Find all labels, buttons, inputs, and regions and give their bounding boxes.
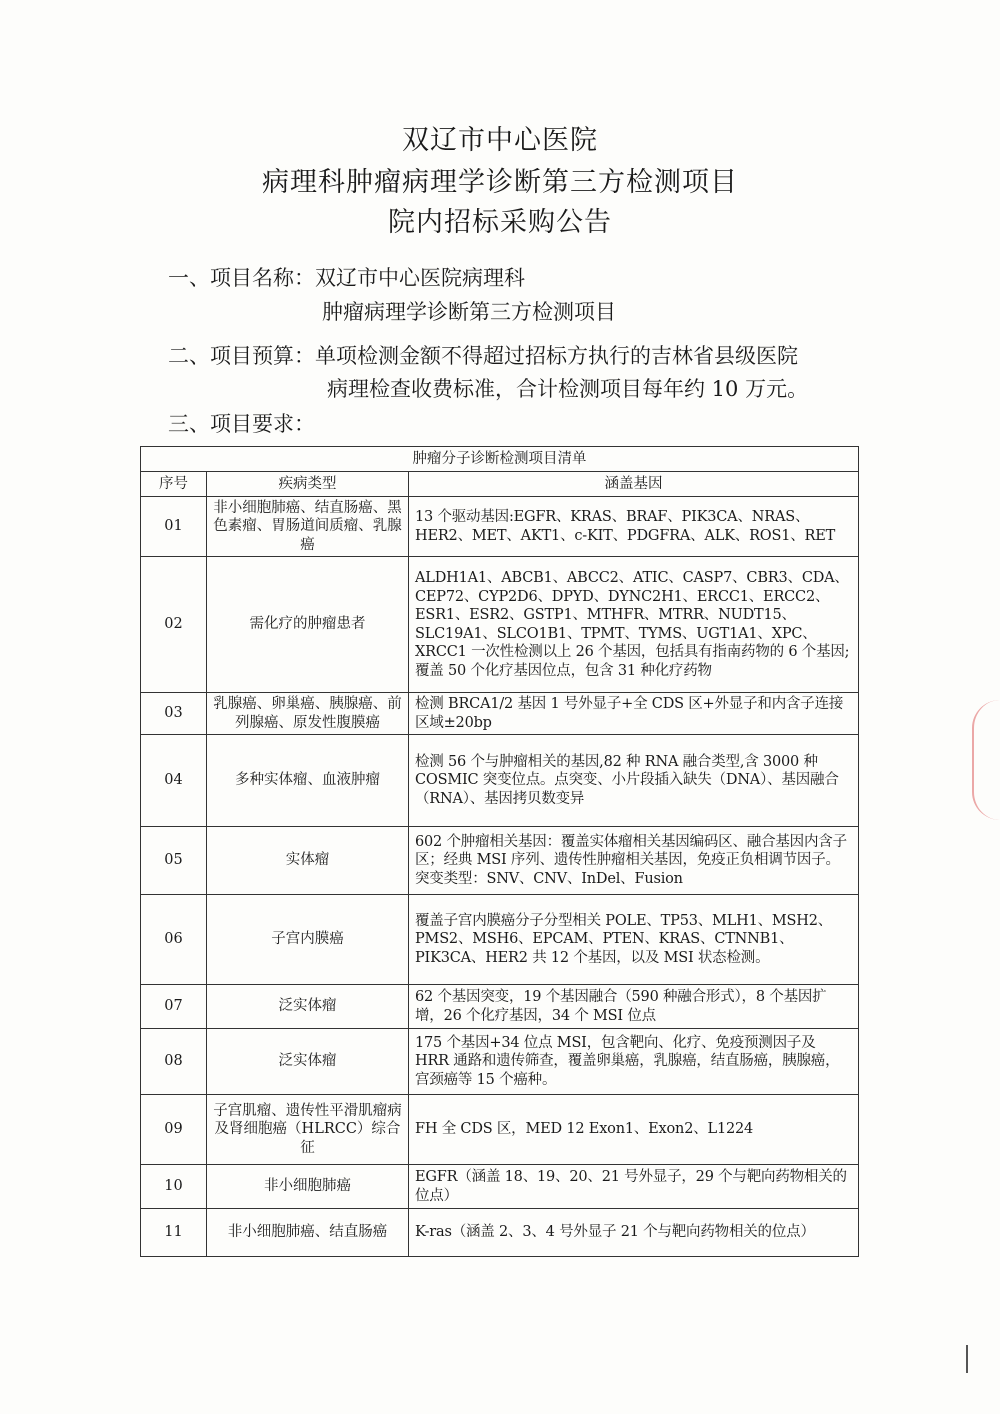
row-disease: 子宫内膜癌 xyxy=(207,895,409,985)
row-disease: 实体瘤 xyxy=(207,827,409,895)
table-row xyxy=(141,1095,859,1165)
row-genes: 175 个基因+34 位点 MSI，包含靶向、化疗、免疫预测因子及 HRR 通路和遗传筛查，覆盖卵巢癌，乳腺癌，结直肠癌，胰腺癌，宫颈癌等 15 个癌种。 xyxy=(409,1029,859,1095)
table-row xyxy=(141,1029,859,1095)
row-no: 04 xyxy=(141,735,207,827)
row-genes: 检测 56 个与肿瘤相关的基因,82 种 RNA 融合类型,含 3000 种 COSMIC 突变位点。点突变、小片段插入缺失（DNA）、基因融合（RNA）、基因拷贝数变异 xyxy=(409,735,859,827)
table-caption-row xyxy=(141,447,859,472)
scan-mark xyxy=(966,1345,968,1373)
table-row xyxy=(141,1209,859,1257)
row-genes: 13 个驱动基因:EGFR、KRAS、BRAF、PIK3CA、NRAS、HER2、MET、AKT1、c-KIT、PDGFRA、ALK、ROS1、RET xyxy=(409,497,859,557)
project-name-label: 一、项目名称： xyxy=(168,266,315,290)
row-no: 03 xyxy=(141,693,207,735)
row-no: 08 xyxy=(141,1029,207,1095)
row-genes: ALDH1A1、ABCB1、ABCC2、ATIC、CASP7、CBR3、CDA、CEP72、CYP2D6、DPYD、DYNC2H1、ERCC1、ERCC2、ESR1、ESR2、GSTP1、MTHFR、MTRR、NUDT15、SLC19A1、SLCO1B1、TPMT、TYMS、UGT1A1、XPC、XRCC1 一次性检测以上 26 个基因，包括具有指南药物的 6 个基因;覆盖 50 个化疗基因位点，包含 31 种化疗药物 xyxy=(409,557,859,693)
hospital-title: 双辽市中心医院 xyxy=(402,125,598,156)
row-disease: 泛实体瘤 xyxy=(207,985,409,1029)
table-row xyxy=(141,985,859,1029)
project-name-value: 双辽市中心医院病理科 xyxy=(315,266,525,290)
row-no: 01 xyxy=(141,497,207,557)
row-disease: 子宫肌瘤、遗传性平滑肌瘤病及肾细胞癌（HLRCC）综合征 xyxy=(207,1095,409,1165)
row-no: 05 xyxy=(141,827,207,895)
budget-value: 单项检测金额不得超过招标方执行的吉林省县级医院 xyxy=(315,344,798,368)
seal-stamp-edge xyxy=(972,700,1000,820)
row-no: 07 xyxy=(141,985,207,1029)
row-genes: 602 个肿瘤相关基因：覆盖实体瘤相关基因编码区、融合基因内含子区；经典 MSI 序列、遗传性肿瘤相关基因，免疫正负相调节因子。突变类型：SNV、CNV、InDel、Fusion xyxy=(409,827,859,895)
notice-title: 院内招标采购公告 xyxy=(388,207,612,238)
table-row xyxy=(141,735,859,827)
row-no: 06 xyxy=(141,895,207,985)
test-items-table xyxy=(140,446,859,1257)
row-genes: K-ras（涵盖 2、3、4 号外显子 21 个与靶向药物相关的位点） xyxy=(409,1209,859,1257)
row-disease: 非小细胞肺癌、结直肠癌 xyxy=(207,1209,409,1257)
budget-line xyxy=(168,340,798,370)
row-genes: 62 个基因突变，19 个基因融合（590 种融合形式），8 个基因扩增，26 个化疗基因，34 个 MSI 位点 xyxy=(409,985,859,1029)
table-row xyxy=(141,497,859,557)
row-no: 02 xyxy=(141,557,207,693)
table-row xyxy=(141,827,859,895)
project-name-line xyxy=(168,262,525,292)
row-no: 11 xyxy=(141,1209,207,1257)
row-disease: 乳腺癌、卵巢癌、胰腺癌、前列腺癌、原发性腹膜癌 xyxy=(207,693,409,735)
project-name-value-cont: 肿瘤病理学诊断第三方检测项目 xyxy=(322,300,616,324)
row-genes: FH 全 CDS 区，MED 12 Exon1、Exon2、L1224 xyxy=(409,1095,859,1165)
table-row xyxy=(141,693,859,735)
row-disease: 泛实体瘤 xyxy=(207,1029,409,1095)
table-row xyxy=(141,557,859,693)
header-disease: 疾病类型 xyxy=(207,472,409,497)
row-disease: 非小细胞肺癌、结直肠癌、黑色素瘤、胃肠道间质瘤、乳腺癌 xyxy=(207,497,409,557)
row-genes: EGFR（涵盖 18、19、20、21 号外显子，29 个与靶向药物相关的位点） xyxy=(409,1165,859,1209)
table-row xyxy=(141,1165,859,1209)
requirements-label: 三、项目要求： xyxy=(168,412,315,436)
row-no: 09 xyxy=(141,1095,207,1165)
row-disease: 多种实体瘤、血液肿瘤 xyxy=(207,735,409,827)
row-disease: 需化疗的肿瘤患者 xyxy=(207,557,409,693)
table-header-row xyxy=(141,472,859,497)
table-row xyxy=(141,895,859,985)
table-caption: 肿瘤分子诊断检测项目清单 xyxy=(141,447,859,472)
budget-value-cont: 病理检查收费标准，合计检测项目每年约 10 万元。 xyxy=(327,377,809,401)
row-genes: 检测 BRCA1/2 基因 1 号外显子+全 CDS 区+外显子和内含子连接区域±20bp xyxy=(409,693,859,735)
row-genes: 覆盖子宫内膜癌分子分型相关 POLE、TP53、MLH1、MSH2、PMS2、MSH6、EPCAM、PTEN、KRAS、CTNNB1、PIK3CA、HER2 共 12 个基因，以及 MSI 状态检测。 xyxy=(409,895,859,985)
budget-label: 二、项目预算： xyxy=(168,344,315,368)
header-genes: 涵盖基因 xyxy=(409,472,859,497)
row-no: 10 xyxy=(141,1165,207,1209)
project-title: 病理科肿瘤病理学诊断第三方检测项目 xyxy=(262,167,738,198)
row-disease: 非小细胞肺癌 xyxy=(207,1165,409,1209)
header-no: 序号 xyxy=(141,472,207,497)
